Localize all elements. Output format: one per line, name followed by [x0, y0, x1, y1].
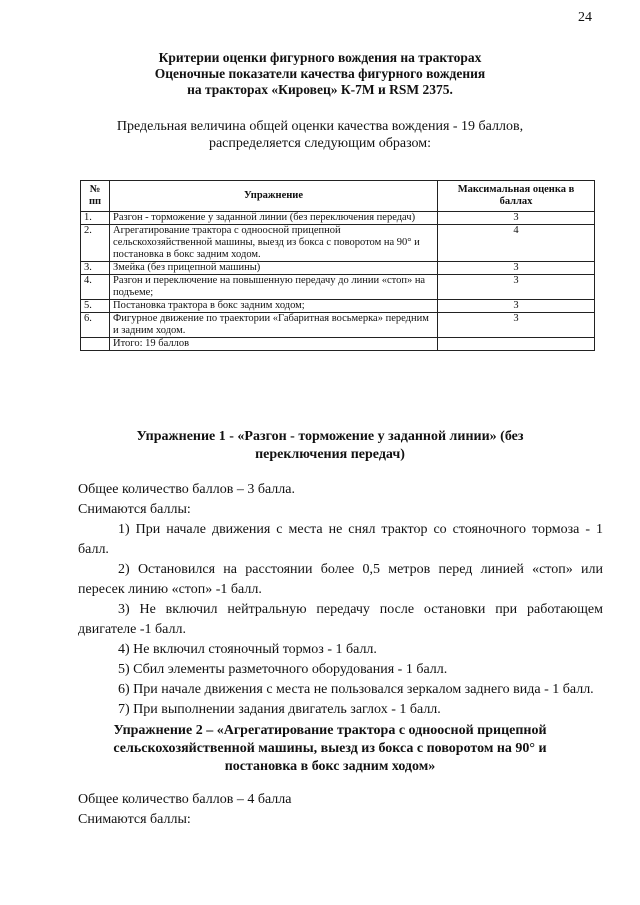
exercise-1-heading-line-2: переключения передач) [255, 447, 405, 462]
intro-line-2: распределяется следующим образом: [208, 136, 432, 151]
header-score: Максимальная оценка в баллах [438, 181, 595, 212]
table-row [81, 313, 595, 338]
deduction-item: 6) При начале движения с места не пользовался зеркалом заднего вида - 1 балл. [118, 682, 594, 697]
row-num: 4. [81, 275, 110, 300]
total-score-cell [438, 338, 595, 351]
deduction-item: 4) Не включил стояночный тормоз - 1 балл. [118, 642, 377, 657]
table-row [81, 300, 595, 313]
row-score: 3 [438, 313, 595, 338]
table-total: Итого: 19 баллов [110, 338, 438, 351]
row-exercise: Разгон и переключение на повышенную передачу до линии «стоп» на подъеме; [110, 275, 438, 300]
row-num: 2. [81, 225, 110, 262]
row-score: 3 [438, 300, 595, 313]
exercise-1-heading-line-1: Упражнение 1 - «Разгон - торможение у заданной линии» (без [136, 429, 524, 444]
table-row [81, 225, 595, 262]
row-num: 6. [81, 313, 110, 338]
deduction-item: 1) При начале движения с места не снял трактор со стояночного тормоза - 1 балл. [78, 522, 603, 557]
exercise-2-heading-line-3: постановка в бокс задним ходом» [224, 759, 436, 774]
exercise-1-body [78, 480, 603, 720]
table-row [81, 275, 595, 300]
title-line-2: Оценочные показатели качества фигурного вождения [154, 66, 486, 81]
row-num: 3. [81, 262, 110, 275]
exercise-1-deducted-label: Снимаются баллы: [78, 502, 191, 517]
row-score: 3 [438, 212, 595, 225]
intro-text [0, 118, 640, 152]
deduction-item: 7) При выполнении задания двигатель заглох - 1 балл. [118, 702, 441, 717]
row-exercise: Постановка трактора в бокс задним ходом; [110, 300, 438, 313]
header-exercise: Упражнение [110, 181, 438, 212]
exercise-1-total-points: Общее количество баллов – 3 балла. [78, 482, 295, 497]
exercise-2-total-points: Общее количество баллов – 4 балла [78, 792, 292, 807]
total-num-cell [81, 338, 110, 351]
row-score: 4 [438, 225, 595, 262]
document-title [0, 50, 640, 98]
table-header-row [81, 181, 595, 212]
exercise-2-heading-line-2: сельскохозяйственной машины, выезд из бокса с поворотом на 90° и [113, 741, 547, 756]
deduction-item: 2) Остановился на расстоянии более 0,5 метров перед линией «стоп» или пересек линию «стоп» -1 балл. [78, 562, 603, 597]
intro-line-1: Предельная величина общей оценки качества вождения - 19 баллов, [116, 119, 524, 134]
exercise-2-body [78, 790, 603, 830]
deduction-item: 3) Не включил нейтральную передачу после остановки при работающем двигателе -1 балл. [78, 602, 603, 637]
title-line-3: на тракторах «Кировец» К-7М и RSM 2375. [187, 82, 453, 97]
header-num: № пп [81, 181, 110, 212]
row-num: 5. [81, 300, 110, 313]
row-exercise: Разгон - торможение у заданной линии (без переключения передач) [110, 212, 438, 225]
exercise-1-heading [70, 428, 590, 464]
exercise-2-heading [70, 722, 590, 776]
row-exercise: Фигурное движение по траектории «Габаритная восьмерка» передним и задним ходом. [110, 313, 438, 338]
row-score: 3 [438, 262, 595, 275]
exercise-2-deducted-label: Снимаются баллы: [78, 812, 191, 827]
row-exercise: Агрегатирование трактора с одноосной прицепной сельскохозяйственной машины, выезд из бокса с поворотом на 90° и постановка в бокс задним ходом. [110, 225, 438, 262]
page-number: 24 [578, 10, 592, 25]
table-total-row [81, 338, 595, 351]
row-score: 3 [438, 275, 595, 300]
table-row [81, 262, 595, 275]
row-num: 1. [81, 212, 110, 225]
table-row [81, 212, 595, 225]
row-exercise: Змейка (без прицепной машины) [110, 262, 438, 275]
title-line-1: Критерии оценки фигурного вождения на тракторах [158, 50, 482, 65]
criteria-table [80, 180, 595, 351]
exercise-2-heading-line-1: Упражнение 2 – «Агрегатирование трактора с одноосной прицепной [113, 723, 547, 738]
deduction-item: 5) Сбил элементы разметочного оборудования - 1 балл. [118, 662, 448, 677]
